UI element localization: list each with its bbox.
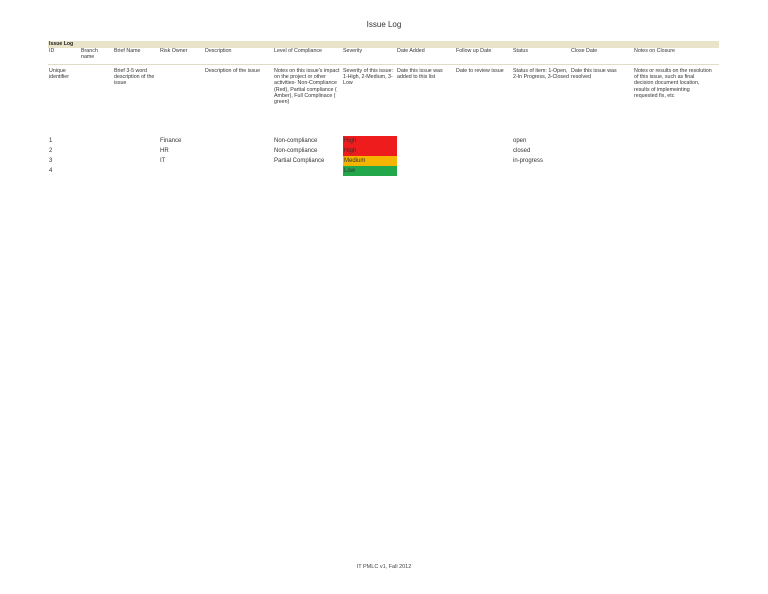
col-header-date-added: Date Added	[397, 48, 425, 54]
row-id: 1	[49, 138, 53, 144]
row-compliance: Partial Compliance	[274, 158, 325, 164]
header-row	[48, 48, 719, 65]
row-risk-owner: IT	[160, 158, 166, 164]
col-header-follow-up: Follow up Date	[456, 48, 492, 54]
desc-severity: Severity of this issue: 1-High, 2-Medium, 3-Low	[343, 68, 394, 87]
desc-id: Unique identifier	[49, 68, 70, 81]
desc-date-added: Date this issue was added to this list	[397, 68, 443, 81]
row-id: 2	[49, 148, 53, 154]
col-header-description: Description	[205, 48, 232, 54]
col-header-close-date: Close Date	[571, 48, 598, 54]
table-row[interactable]	[48, 136, 719, 146]
col-header-notes: Notes on Closure	[634, 48, 675, 54]
issue-log-sheet	[48, 41, 719, 176]
desc-status: Status of item: 1-Open, 2-In Progress, 3-Closed	[513, 68, 569, 81]
table-row[interactable]	[48, 156, 719, 166]
table-row[interactable]	[48, 146, 719, 156]
row-compliance: Non-compliance	[274, 138, 318, 144]
row-id: 3	[49, 158, 53, 164]
desc-notes: Notes or results on the resolution of this issue, such as final decision document location, results of implemeinting requested fix, etc	[634, 68, 712, 99]
issue-log-band: Issue Log	[48, 41, 719, 48]
row-severity: Medium	[343, 156, 397, 166]
col-header-id: ID	[49, 48, 55, 54]
page-footer: IT PMLC v1, Fall 2012	[356, 564, 412, 570]
row-compliance: Non-compliance	[274, 148, 318, 154]
row-risk-owner: Finance	[160, 138, 182, 144]
row-status: in-progress	[513, 158, 544, 164]
col-header-branch: Branch name	[81, 48, 98, 61]
col-header-risk-owner: Risk Owner	[160, 48, 188, 54]
desc-description: Description of the issue	[205, 68, 261, 74]
row-risk-owner: HR	[160, 148, 169, 154]
sheet-title: Issue Log	[366, 20, 402, 29]
table-row[interactable]	[48, 166, 719, 176]
row-severity: Low	[343, 166, 397, 176]
description-row	[48, 68, 719, 128]
desc-brief-name: Brief 3-5 word description of the issue	[114, 68, 155, 87]
col-header-compliance: Level of Compliance	[274, 48, 322, 54]
desc-compliance: Notes on this issue's impact on the project or other activities- Non-Compliance (Red), Partial compliance ( Amber), Full Complinace ( green)	[274, 68, 340, 106]
desc-close-date: Date this issue was resolved	[571, 68, 617, 81]
desc-follow-up: Date to review issue	[456, 68, 504, 74]
row-severity: High	[343, 146, 397, 156]
row-severity: High	[343, 136, 397, 146]
col-header-brief-name: Brief Name	[114, 48, 141, 54]
row-status: open	[513, 138, 527, 144]
row-id: 4	[49, 168, 53, 174]
col-header-severity: Severity	[343, 48, 363, 54]
col-header-status: Status	[513, 48, 529, 54]
row-status: closed	[513, 148, 531, 154]
